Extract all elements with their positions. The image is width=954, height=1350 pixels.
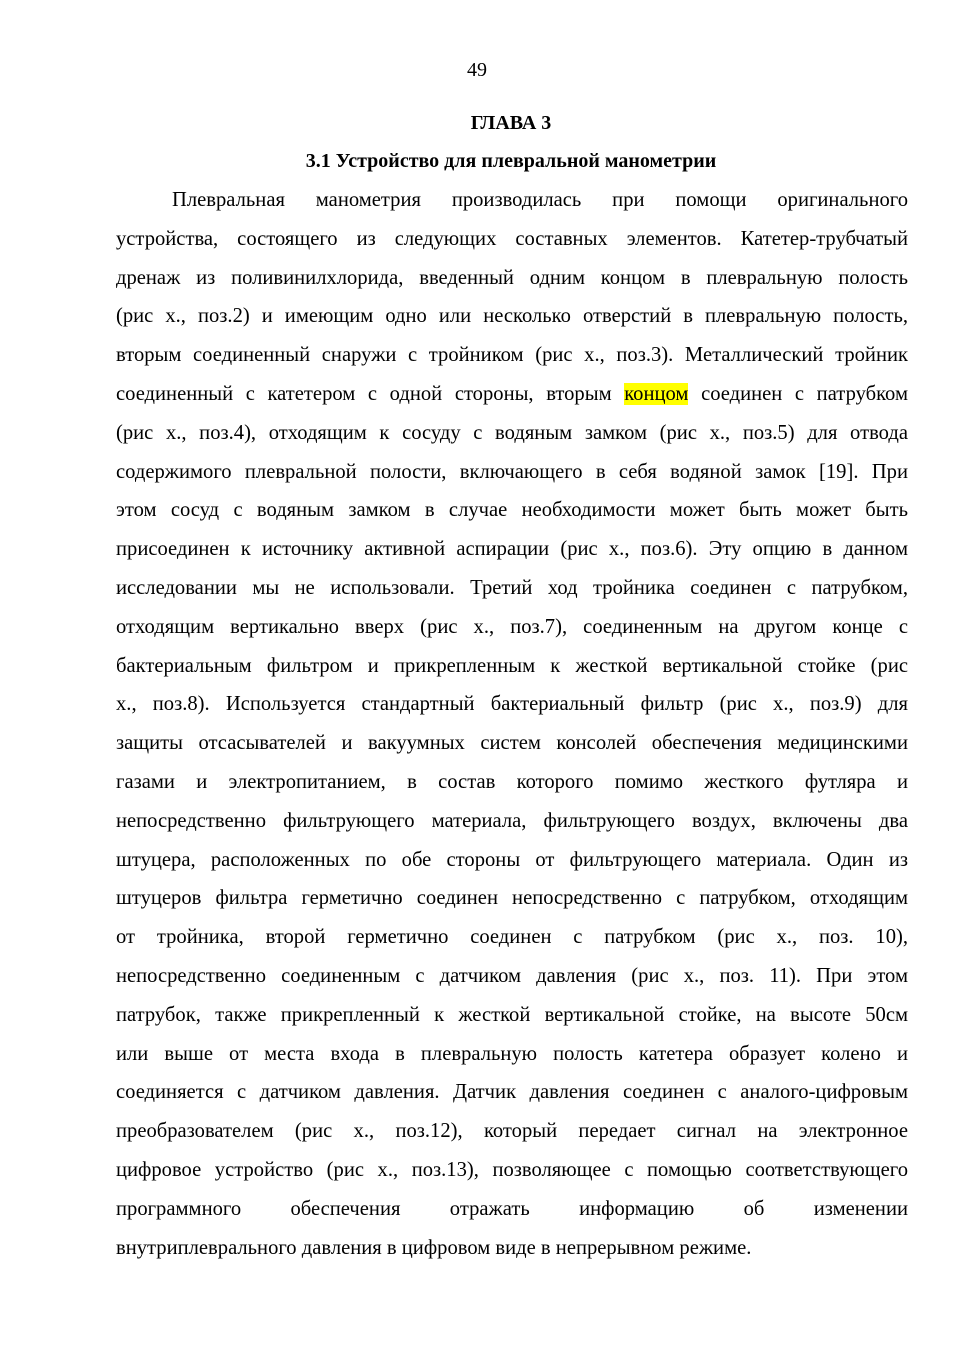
text-line: содержимого плевральной полости, включающего в себя водяной замок [19]. При: [116, 460, 908, 483]
page-number: 49: [467, 59, 487, 81]
text-line: преобразователем (рис х., поз.12), который передает сигнал на электронное: [116, 1120, 908, 1143]
body-paragraph: [116, 181, 908, 1267]
text-segment: соединенный с катетером с одной стороны, вторым: [116, 382, 625, 405]
text-line: исследовании мы не использовали. Третий ход тройника соединен с патрубком,: [116, 576, 908, 599]
text-segment: соединен с патрубком: [688, 382, 908, 405]
text-line: (рис х., поз.2) и имеющим одно или несколько отверстий в плевральную полость,: [116, 305, 908, 328]
text-line: газами и электропитанием, в состав которого помимо жесткого футляра и: [116, 770, 908, 793]
text-line-with-highlight: [116, 375, 908, 414]
text-line: этом сосуд с водяным замком в случае необходимости может быть может быть: [116, 499, 908, 522]
text-line: отходящим вертикально вверх (рис х., поз.7), соединенным на другом конце с: [116, 615, 908, 638]
text-line: цифровое устройство (рис х., поз.13), позволяющее с помощью соответствующего: [116, 1158, 908, 1181]
text-line: внутриплеврального давления в цифровом виде в непрерывном режиме.: [116, 1236, 752, 1259]
text-line: или выше от места входа в плевральную полость катетера образует колено и: [116, 1042, 908, 1065]
text-line: штуцеров фильтра герметично соединен непосредственно с патрубком, отходящим: [116, 887, 908, 910]
text-line: х., поз.8). Используется стандартный бактериальный фильтр (рис х., поз.9) для: [116, 693, 908, 716]
highlighted-word: концом: [624, 382, 689, 405]
text-line: штуцера, расположенных по обе стороны от фильтрующего материала. Один из: [116, 848, 908, 871]
text-line: от тройника, второй герметично соединен с патрубком (рис х., поз. 10),: [116, 926, 908, 949]
text-line: патрубок, также прикрепленный к жесткой вертикальной стойке, на высоте 50см: [116, 1003, 908, 1026]
chapter-title: ГЛАВА 3: [470, 112, 552, 134]
text-line: бактериальным фильтром и прикрепленным к жесткой вертикальной стойке (рис: [116, 654, 908, 677]
text-line: дренаж из поливинилхлорида, введенный одним концом в плевральную полость: [116, 266, 908, 289]
section-title: 3.1 Устройство для плевральной манометрии: [305, 150, 717, 172]
text-line: Плевральная манометрия производилась при помощи оригинального: [172, 189, 908, 211]
text-line: непосредственно фильтрующего материала, фильтрующего воздух, включены два: [116, 809, 908, 832]
text-line: соединяется с датчиком давления. Датчик давления соединен с аналого-цифровым: [116, 1081, 908, 1104]
text-line: устройства, состоящего из следующих составных элементов. Катетер-трубчатый: [116, 227, 908, 250]
text-line: присоединен к источнику активной аспирации (рис х., поз.6). Эту опцию в данном: [116, 538, 908, 561]
text-line: вторым соединенный снаружи с тройником (рис х., поз.3). Металлический тройник: [116, 344, 908, 367]
text-line: программного обеспечения отражать информацию об изменении: [116, 1197, 908, 1220]
text-line: непосредственно соединенным с датчиком давления (рис х., поз. 11). При этом: [116, 964, 908, 987]
text-line: защиты отсасывателей и вакуумных систем консолей обеспечения медицинскими: [116, 732, 908, 755]
text-line: (рис х., поз.4), отходящим к сосуду с водяным замком (рис х., поз.5) для отвода: [116, 421, 908, 444]
